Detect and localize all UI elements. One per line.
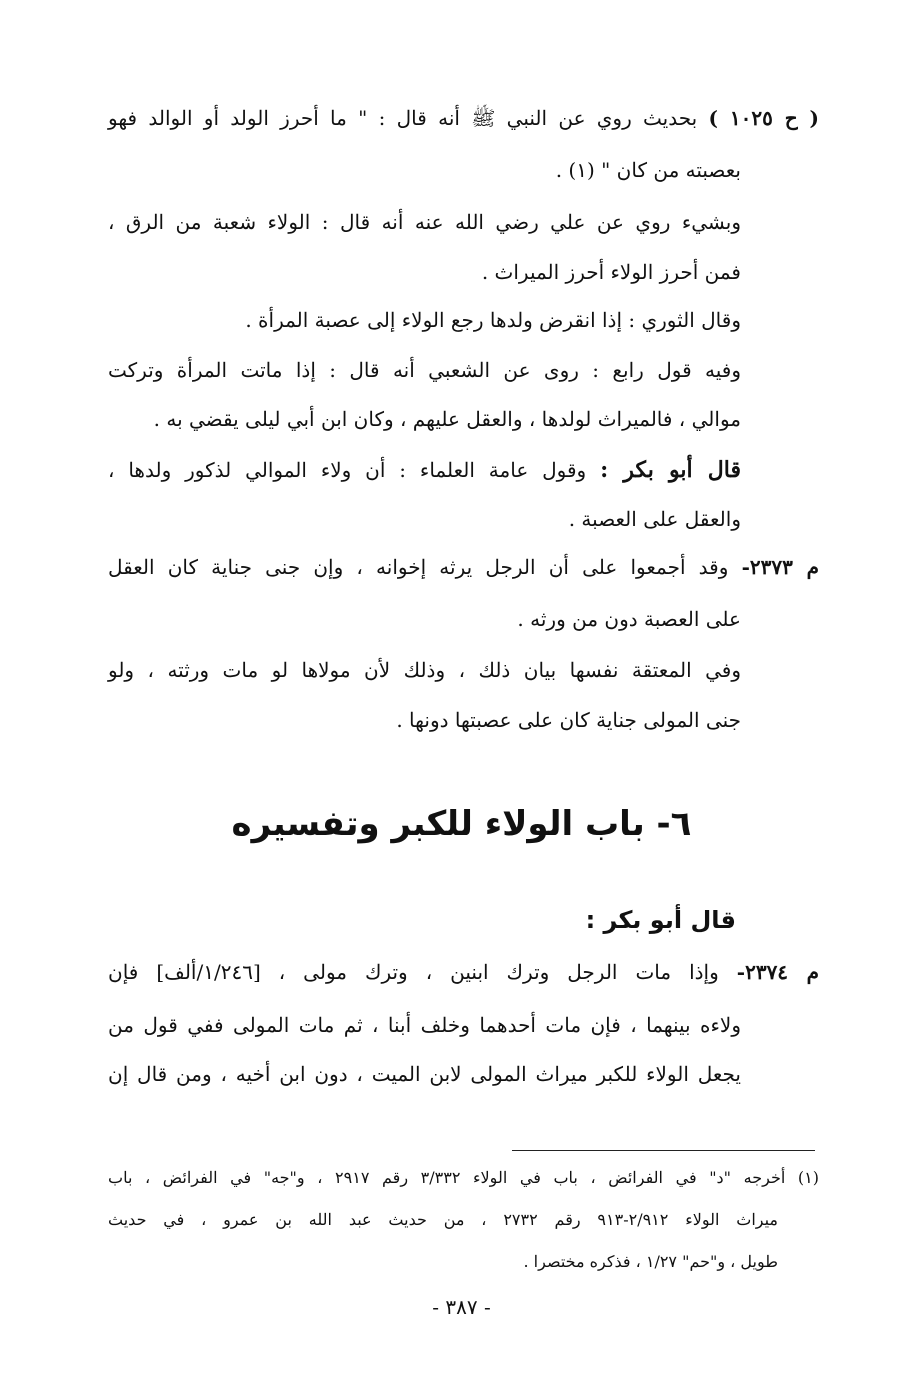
text-line: قال أبو بكر : وقول عامة العلماء : أن ولاء الموالي لذكور ولدها ، (108, 457, 741, 483)
hadith-ref-tag: ( ح ١٠٢٥ ) (708, 106, 819, 130)
speaker-lead: قال أبو بكر : (600, 457, 741, 483)
footnote-marker: (١) (797, 1168, 820, 1187)
text-line: فمن أحرز الولاء أحرز الميراث . (481, 260, 741, 284)
text-line: موالي ، فالميراث لولدها ، والعقل عليهم ، وكان ابن أبي ليلى يقضي به . (153, 407, 741, 431)
text-line: م ٢٣٧٤- وإذا مات الرجل وترك ابنين ، وترك مولى ، [١/٢٤٦/ألف] فإن (108, 960, 820, 984)
text-line: يجعل الولاء للكبر ميراث المولى لابن الميت ، دون ابن أخيه ، ومن قال إن (108, 1062, 741, 1086)
footnote-separator (512, 1150, 815, 1151)
text-line: والعقل على العصبة . (568, 507, 741, 531)
masala-number-tag: م ٢٣٧٣- (741, 555, 820, 579)
text-line: بعصبته من كان " (١) . (555, 158, 741, 182)
text-line: وبشيء روي عن علي رضي الله عنه أنه قال : الولاء شعبة من الرق ، (108, 210, 741, 234)
speaker-subheading: قال أبو بكر : (585, 906, 736, 934)
text-line: ولاءه بينهما ، فإن مات أحدهما وخلف أبنا ، ثم مات المولى ففي قول من (108, 1013, 741, 1037)
text-line: وفي المعتقة نفسها بيان ذلك ، وذلك لأن مولاها لو مات ورثته ، ولو (108, 658, 741, 682)
text-line: وفيه قول رابع : روى عن الشعبي أنه قال : إذا ماتت المرأة وتركت (108, 358, 741, 382)
text-line: جنى المولى جناية كان على عصبتها دونها . (396, 708, 741, 732)
text-line: ( ح ١٠٢٥ ) بحديث روي عن النبي ﷺ أنه قال : " ما أحرز الولد أو الوالد فهو (108, 106, 819, 130)
footnote-line: ميراث الولاء ٢/٩١٢-٩١٣ رقم ٢٧٣٢ ، من حديث عبد الله بن عمرو ، في حديث (108, 1210, 779, 1229)
text-line: على العصبة دون من ورثه . (517, 607, 741, 631)
chapter-heading: ٦- باب الولاء للكبر وتفسيره (231, 804, 692, 844)
text-line: م ٢٣٧٣- وقد أجمعوا على أن الرجل يرثه إخوانه ، وإن جنى جناية كان العقل (108, 555, 820, 579)
masala-number-tag: م ٢٣٧٤- (736, 960, 820, 984)
text-line: وقال الثوري : إذا انقرض ولدها رجع الولاء إلى عصبة المرأة . (245, 308, 741, 332)
footnote-line: (١) أخرجه "د" في الفرائض ، باب في الولاء ٣/٣٣٢ رقم ٢٩١٧ ، و"جه" في الفرائض ، باب (108, 1168, 820, 1187)
footnote-line: طويل ، و"حم" ١/٢٧ ، فذكره مختصرا . (523, 1252, 778, 1271)
page-number: - ٣٨٧ - (432, 1295, 491, 1319)
